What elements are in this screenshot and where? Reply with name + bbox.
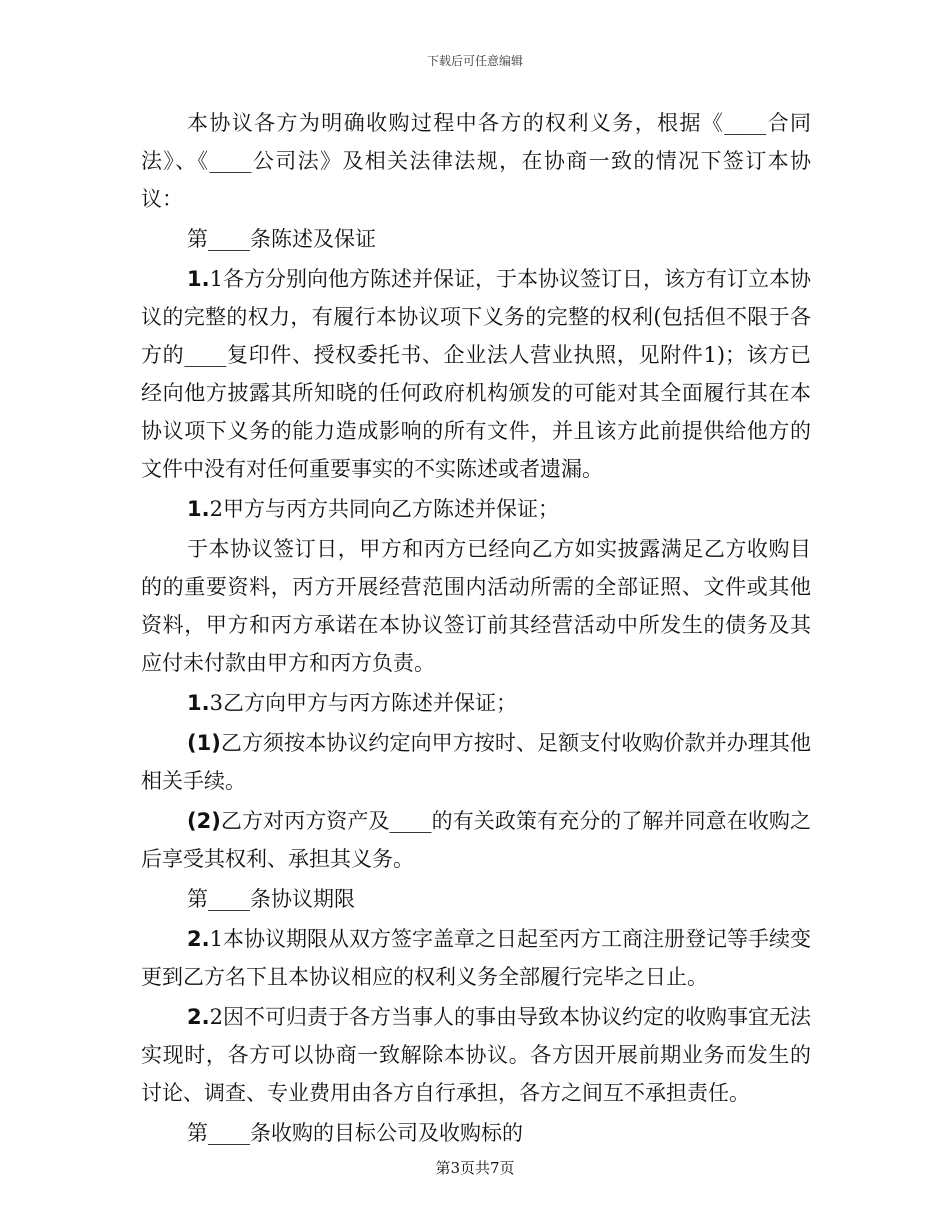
para-text: 2甲方与丙方共同向乙方陈述并保证；	[209, 497, 559, 521]
clause-number: 2.	[187, 1005, 210, 1029]
para-text: 第____条陈述及保证	[187, 227, 376, 251]
clause-paragraph	[141, 260, 811, 488]
para-text: 2因不可归责于各方当事人的事由导致本协议约定的收购事宜无法实现时，各方可以协商一致解除本协议。各方因开展前期业务而发生的讨论、调查、专业费用由各方自行承担，各方之间互不承担责任。	[141, 1005, 811, 1105]
clause-paragraph	[141, 490, 811, 528]
para-text: 1本协议期限从双方签字盖章之日起至丙方工商注册登记等手续变更到乙方名下且本协议相应的权利义务全部履行完毕之日止。	[141, 927, 811, 989]
para-text: 乙方须按本协议约定向甲方按时、足额支付收购价款并办理其他相关手续。	[141, 731, 811, 793]
clause-paragraph	[141, 920, 811, 996]
clause-number: 1.	[187, 267, 210, 291]
clause-number: 1.	[187, 497, 210, 521]
para-text: 本协议各方为明确收购过程中各方的权利义务，根据《____合同法》、《____公司法》及相关法律法规，在协商一致的情况下签订本协议：	[141, 111, 811, 211]
article-heading	[141, 880, 811, 918]
article-heading	[141, 1114, 811, 1152]
para-text: 第____条协议期限	[187, 887, 355, 911]
para-text: 第____条收购的目标公司及收购标的	[187, 1121, 523, 1145]
para-text: 于本协议签订日，甲方和丙方已经向乙方如实披露满足乙方收购目的的重要资料，丙方开展经营范围内活动所需的全部证照、文件或其他资料，甲方和丙方承诺在本协议签订前其经营活动中所发生的债务及其应付未付款由甲方和丙方负责。	[141, 537, 811, 675]
para-text: 乙方对丙方资产及____的有关政策有充分的了解并同意在收购之后享受其权利、承担其义务。	[141, 809, 811, 871]
list-item-paragraph	[141, 802, 811, 878]
list-item-paragraph	[141, 724, 811, 800]
article-heading	[141, 220, 811, 258]
item-number: (2)	[187, 809, 221, 833]
para-text: 3乙方向甲方与丙方陈述并保证；	[209, 691, 517, 715]
para-text: 1各方分别向他方陈述并保证，于本协议签订日，该方有订立本协议的完整的权力，有履行本协议项下义务的完整的权利(包括但不限于各方的____复印件、授权委托书、企业法人营业执照，见附件1)；该方已经向他方披露其所知晓的任何政府机构颁发的可能对其全面履行其在本协议项下义务的能力造成影响的所有文件，并且该方此前提供给他方的文件中没有对任何重要事实的不实陈述或者遗漏。	[141, 267, 811, 481]
page-footer: 第3页共7页	[435, 1159, 515, 1177]
body-paragraph	[141, 530, 811, 682]
clause-paragraph	[141, 998, 811, 1112]
intro-paragraph	[141, 104, 811, 218]
document-body	[141, 104, 811, 1152]
clause-number: 2.	[187, 927, 210, 951]
item-number: (1)	[187, 731, 221, 755]
page-header: 下载后可任意编辑	[426, 54, 523, 68]
clause-paragraph	[141, 684, 811, 722]
clause-number: 1.	[187, 691, 210, 715]
